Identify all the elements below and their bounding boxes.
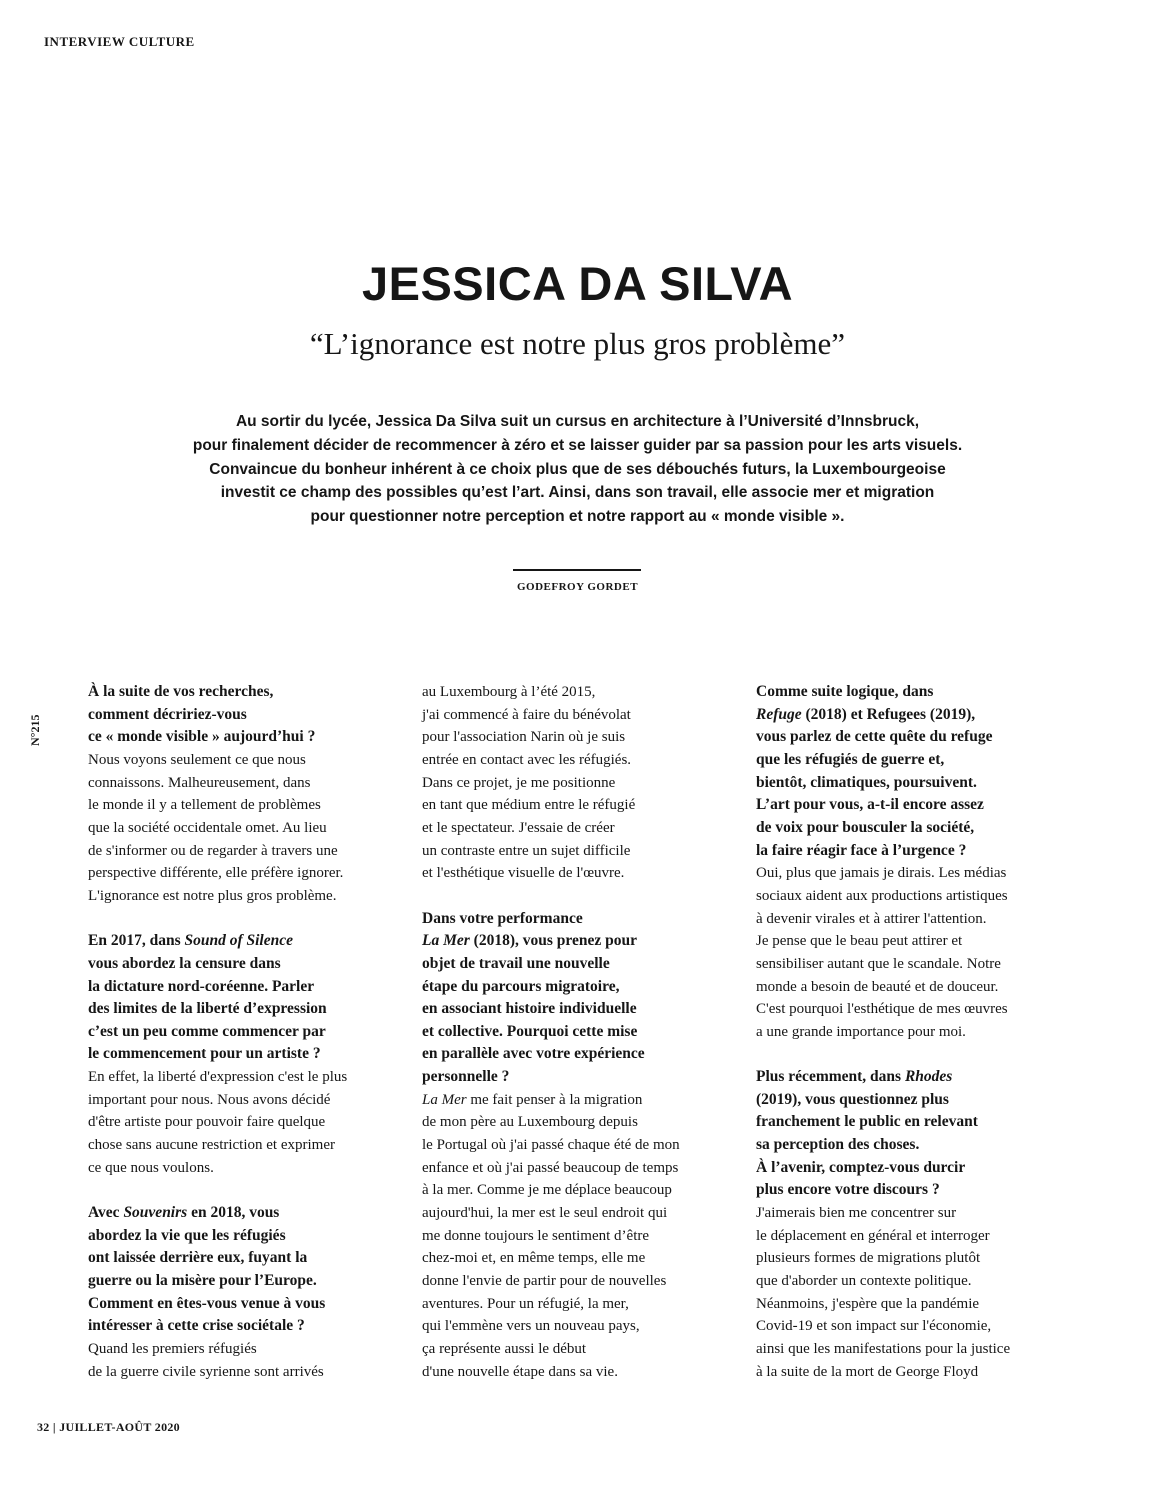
- intro-line: pour questionner notre perception et notre rapport au « monde visible ».: [310, 508, 845, 526]
- text-column-3: [756, 681, 1076, 1383]
- text-line: en associant histoire individuelle: [422, 1000, 637, 1018]
- text-line: ainsi que les manifestations pour la justice: [756, 1341, 1011, 1358]
- text-line: J'aimerais bien me concentrer sur: [756, 1205, 957, 1222]
- article-subtitle: “L’ignorance est notre plus gros problème”: [309, 326, 846, 361]
- text-line: de voix pour bousculer la société,: [756, 818, 975, 836]
- text-line: Comme suite logique, dans: [756, 683, 934, 700]
- text-line: me donne toujours le sentiment d’être: [422, 1227, 650, 1244]
- text-line: Néanmoins, j'espère que la pandémie: [756, 1295, 980, 1312]
- page-footer: [37, 1420, 180, 1435]
- text-line: Quand les premiers réfugiés: [88, 1341, 257, 1357]
- text-line: en tant que médium entre le réfugié: [422, 797, 636, 814]
- text-line: pour l'association Narin où je suis: [422, 729, 626, 746]
- text-line: le déplacement en général et interroger: [756, 1227, 990, 1244]
- text-line: et l'esthétique visuelle de l'œuvre.: [422, 865, 625, 882]
- text-line: ça représente aussi le début: [422, 1341, 587, 1358]
- text-line: Refuge (2018) et Refugees (2019),: [756, 705, 976, 723]
- intro-line: Convaincue du bonheur inhérent à ce choix plus que de ses débouchés futurs, la Luxembourgeoise: [209, 460, 946, 478]
- intro-line: investit ce champ des possibles qu’est l’art. Ainsi, dans son travail, elle associe mer et migration: [220, 484, 935, 502]
- text-line: de la guerre civile syrienne sont arrivés: [88, 1363, 324, 1380]
- question-2: [88, 930, 408, 1066]
- text-line: j'ai commencé à faire du bénévolat: [422, 706, 631, 723]
- article-title: JESSICA DA SILVA: [361, 257, 794, 310]
- text-line: enfance et où j'ai passé beaucoup de temps: [422, 1159, 679, 1176]
- text-line: comment décririez-vous: [88, 705, 247, 723]
- author-byline: GODEFROY GORDET: [516, 581, 639, 593]
- text-line: c’est un peu comme commencer par: [88, 1022, 326, 1040]
- issue-number: N°215: [28, 714, 42, 746]
- text-line: objet de travail une nouvelle: [422, 954, 610, 972]
- text-line: sensibiliser autant que le scandale. Notre: [756, 955, 1001, 972]
- text-line: et collective. Pourquoi cette mise: [422, 1022, 638, 1040]
- answer-1: [88, 749, 408, 908]
- text-line: intéresser à cette crise sociétale ?: [88, 1317, 305, 1335]
- question-1: [88, 681, 408, 749]
- text-line: sociaux aident aux productions artistiques: [756, 887, 1008, 904]
- text-line: Je pense que le beau peut attirer et: [756, 933, 963, 950]
- footer-separator: |: [52, 1420, 56, 1434]
- text-line: de mon père au Luxembourg depuis: [422, 1114, 638, 1131]
- text-line: vous abordez la censure dans: [88, 954, 281, 972]
- text-line: Dans ce projet, je me positionne: [422, 774, 616, 791]
- text-line: ce que nous voulons.: [88, 1159, 214, 1176]
- text-line: le Portugal où j'ai passé chaque été de mon: [422, 1137, 680, 1154]
- text-line: qui l'emmène vers un nouveau pays,: [422, 1318, 640, 1335]
- text-line: et le spectateur. J'essaie de créer: [422, 819, 615, 836]
- question-4: [422, 908, 742, 1089]
- text-line: que d'aborder un contexte politique.: [756, 1273, 972, 1290]
- text-line: ont laissée derrière eux, fuyant la: [88, 1249, 308, 1267]
- text-line: vous parlez de cette quête du refuge: [756, 728, 993, 746]
- answer-3-continued: [422, 681, 742, 885]
- text-line: À l’avenir, comptez-vous durcir: [756, 1158, 966, 1176]
- text-line: à la suite de la mort de George Floyd: [756, 1363, 979, 1380]
- text-line: à devenir virales et à attirer l'attention.: [756, 910, 987, 927]
- text-line: En effet, la liberté d'expression c'est le plus: [88, 1069, 348, 1086]
- text-line: le monde il y a tellement de problèmes: [88, 797, 321, 814]
- text-line: Covid-19 et son impact sur l'économie,: [756, 1318, 992, 1335]
- text-line: monde a besoin de beauté et de douceur.: [756, 978, 999, 995]
- text-line: plusieurs formes de migrations plutôt: [756, 1250, 981, 1267]
- text-line: Avec Souvenirs en 2018, vous: [88, 1204, 280, 1222]
- text-line: chose sans aucune restriction et exprimer: [88, 1137, 335, 1154]
- text-line: donne l'envie de partir pour de nouvelles: [422, 1273, 667, 1290]
- text-line: Plus récemment, dans Rhodes: [756, 1068, 953, 1086]
- text-line: perspective différente, elle préfère ignorer.: [88, 865, 344, 882]
- issue-date: JUILLET-AOÛT 2020: [59, 1420, 180, 1434]
- text-line: à la mer. Comme je me déplace beaucoup: [422, 1182, 672, 1199]
- answer-5: [756, 862, 1076, 1043]
- text-line: un contraste entre un sujet difficile: [422, 842, 631, 859]
- text-line: des limites de la liberté d’expression: [88, 1000, 327, 1018]
- answer-4: [422, 1089, 742, 1384]
- text-line: L’art pour vous, a-t-il encore assez: [756, 796, 984, 814]
- page-number: 32: [37, 1420, 50, 1434]
- text-line: important pour nous. Nous avons décidé: [88, 1091, 331, 1108]
- text-line: le commencement pour un artiste ?: [88, 1045, 321, 1063]
- text-line: connaissons. Malheureusement, dans: [88, 774, 311, 791]
- text-line: C'est pourquoi l'esthétique de mes œuvres: [756, 1001, 1008, 1018]
- text-line: en parallèle avec votre expérience: [422, 1045, 645, 1063]
- intro-paragraph: [120, 410, 1035, 529]
- text-line: que la société occidentale omet. Au lieu: [88, 819, 327, 836]
- intro-line: pour finalement décider de recommencer à zéro et se laisser guider par sa passion pour les arts visuels.: [192, 436, 963, 454]
- text-line: En 2017, dans Sound of Silence: [88, 932, 293, 950]
- text-line: La Mer me fait penser à la migration: [422, 1091, 643, 1108]
- text-line: La Mer (2018), vous prenez pour: [422, 932, 637, 950]
- author-divider: [513, 569, 641, 571]
- text-line: Comment en êtes-vous venue à vous: [88, 1294, 326, 1312]
- text-line: entrée en contact avec les réfugiés.: [422, 751, 632, 768]
- text-line: L'ignorance est notre plus gros problème.: [88, 887, 337, 904]
- answer-2: [88, 1066, 408, 1179]
- text-line: que les réfugiés de guerre et,: [756, 750, 945, 768]
- text-line: franchement le public en relevant: [756, 1113, 978, 1131]
- intro-line: Au sortir du lycée, Jessica Da Silva suit un cursus en architecture à l’Université d’Innsbruck,: [235, 413, 920, 430]
- text-line: chez-moi et, en même temps, elle me: [422, 1250, 646, 1267]
- text-line: étape du parcours migratoire,: [422, 977, 620, 995]
- text-line: guerre ou la misère pour l’Europe.: [88, 1272, 317, 1290]
- text-line: Dans votre performance: [422, 909, 583, 927]
- text-line: aventures. Pour un réfugié, la mer,: [422, 1295, 629, 1312]
- text-line: de s'informer ou de regarder à travers une: [88, 842, 338, 859]
- text-line: abordez la vie que les réfugiés: [88, 1226, 286, 1244]
- text-column-2: [422, 681, 742, 1383]
- question-3: [88, 1202, 408, 1338]
- text-line: (2019), vous questionnez plus: [756, 1090, 949, 1108]
- text-line: la dictature nord-coréenne. Parler: [88, 977, 315, 995]
- text-line: personnelle ?: [422, 1068, 510, 1086]
- section-label: INTERVIEW CULTURE: [44, 34, 195, 49]
- text-line: d'être artiste pour pouvoir faire quelque: [88, 1114, 326, 1131]
- text-line: a une grande importance pour moi.: [756, 1023, 966, 1040]
- text-line: la faire réagir face à l’urgence ?: [756, 841, 967, 859]
- question-5: [756, 681, 1076, 862]
- text-column-1: [88, 681, 408, 1383]
- text-line: plus encore votre discours ?: [756, 1181, 940, 1199]
- question-6: [756, 1066, 1076, 1202]
- text-line: aujourd'hui, la mer est le seul endroit qui: [422, 1205, 668, 1222]
- text-line: sa perception des choses.: [756, 1136, 920, 1154]
- answer-6: [756, 1202, 1076, 1383]
- text-line: bientôt, climatiques, poursuivent.: [756, 773, 977, 791]
- text-line: d'une nouvelle étape dans sa vie.: [422, 1363, 618, 1380]
- text-line: À la suite de vos recherches,: [88, 683, 274, 700]
- answer-3: [88, 1338, 408, 1383]
- text-line: au Luxembourg à l’été 2015,: [422, 684, 596, 700]
- text-line: ce « monde visible » aujourd’hui ?: [88, 728, 316, 746]
- text-line: Nous voyons seulement ce que nous: [88, 751, 306, 768]
- text-line: Oui, plus que jamais je dirais. Les médias: [756, 865, 1007, 882]
